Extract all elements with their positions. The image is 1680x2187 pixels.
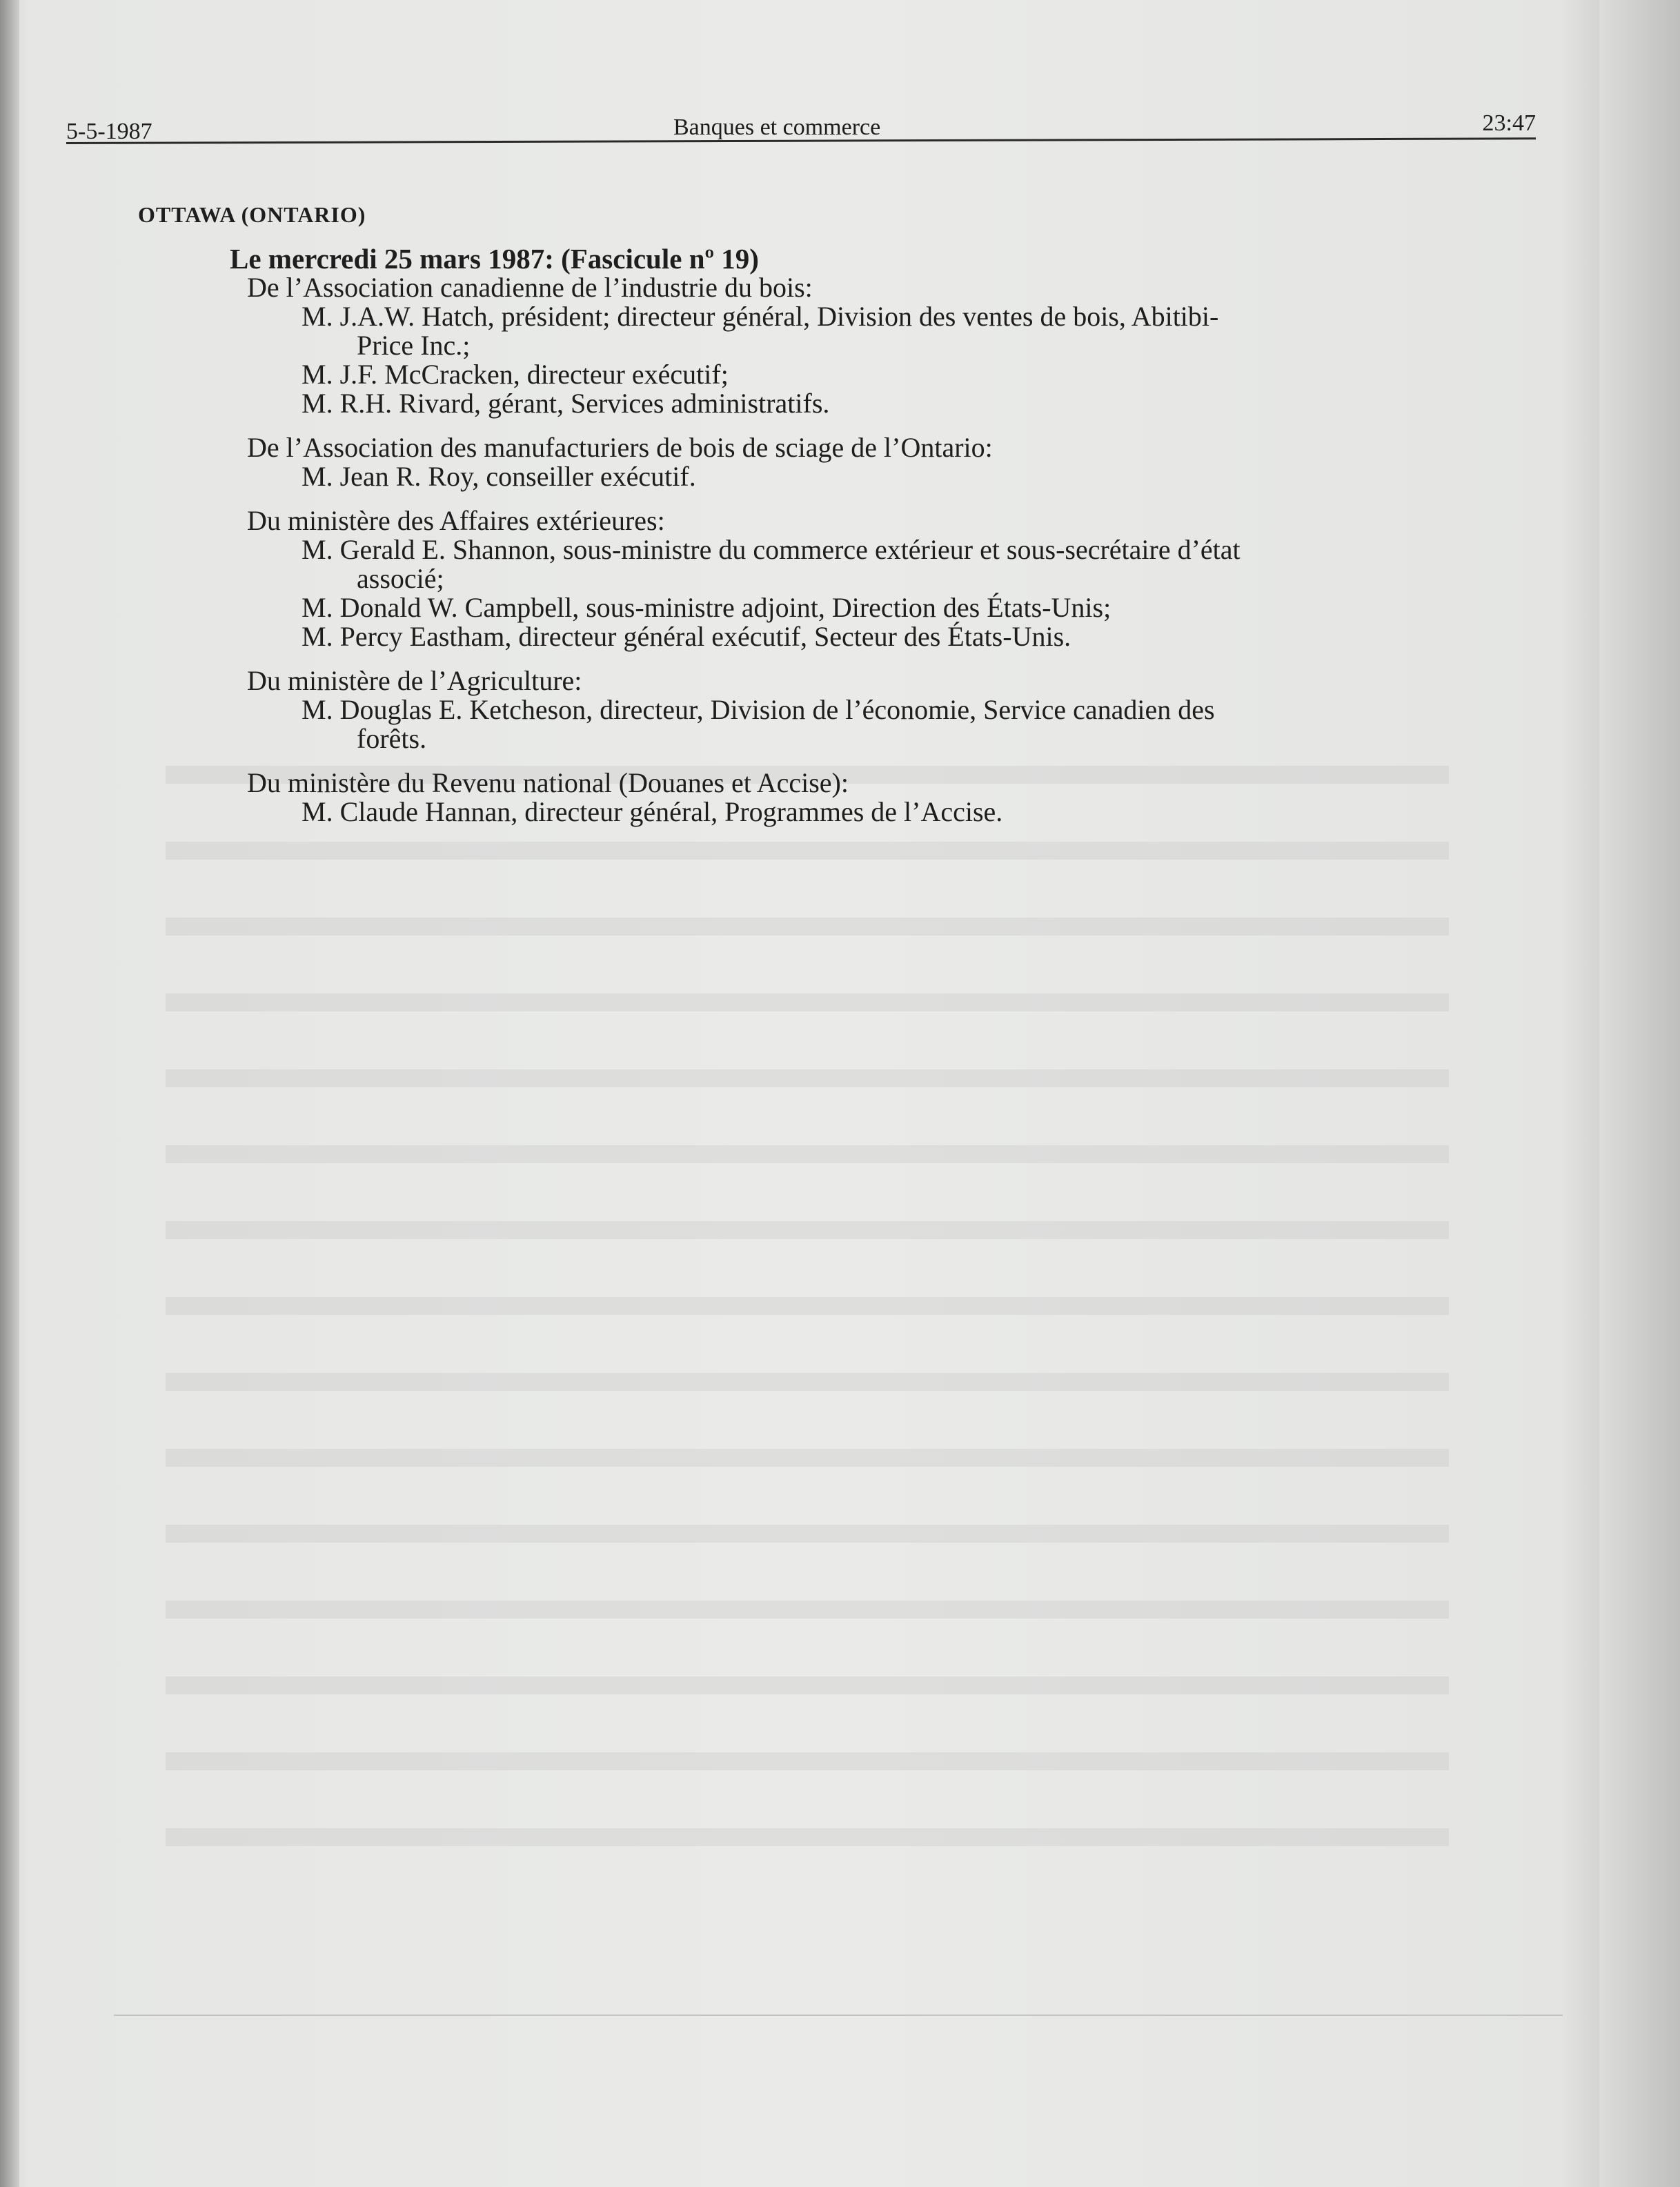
- witness-entry: [302, 462, 1490, 491]
- witness-line: M. Douglas E. Ketcheson, directeur, Division de l’économie, Service canadien des: [302, 694, 1215, 725]
- group-block: [138, 506, 1490, 651]
- witness-line: M. Gerald E. Shannon, sous-ministre du commerce extérieur et sous-secrétaire d’état: [302, 534, 1241, 565]
- header-title: Banques et commerce: [673, 115, 881, 140]
- organization-heading: Du ministère de l’Agriculture:: [247, 665, 582, 696]
- witness-line: M. Percy Eastham, directeur général exécutif, Secteur des États-Unis.: [302, 621, 1071, 652]
- witness-entry: [302, 360, 1490, 389]
- organization-heading: Du ministère des Affaires extérieures:: [247, 505, 665, 536]
- organization-heading: Du ministère du Revenu national (Douanes et Accise):: [247, 767, 849, 798]
- witness-line: M. Donald W. Campbell, sous-ministre adjoint, Direction des États-Unis;: [302, 592, 1111, 623]
- group-block: [138, 666, 1490, 753]
- group-block: [138, 433, 1490, 491]
- page-left-shadow: [0, 0, 19, 2187]
- witness-line: M. Jean R. Roy, conseiller exécutif.: [302, 461, 696, 492]
- header-date: 5-5-1987: [66, 119, 152, 144]
- location-heading: OTTAWA (ONTARIO): [138, 202, 366, 227]
- witness-entry: [302, 593, 1490, 622]
- bleed-through-texture: [166, 718, 1449, 1890]
- header-page-number: 23:47: [1482, 110, 1536, 136]
- organization-heading: De l’Association canadienne de l’industrie du bois:: [247, 272, 813, 303]
- witness-line-continuation: Price Inc.;: [357, 330, 471, 361]
- page-right-edge: [1599, 0, 1680, 2187]
- witness-line: M. J.F. McCracken, directeur exécutif;: [302, 359, 729, 390]
- group-block: [138, 769, 1490, 827]
- witness-line: M. Claude Hannan, directeur général, Programmes de l’Accise.: [302, 796, 1003, 827]
- witness-line-continuation: associé;: [357, 563, 444, 594]
- witness-line-continuation: forêts.: [357, 723, 427, 754]
- footer-rule: [114, 2015, 1563, 2016]
- witness-entry: [302, 302, 1490, 360]
- group-block: [138, 273, 1490, 418]
- witness-line: M. J.A.W. Hatch, président; directeur général, Division des ventes de bois, Abitibi-: [302, 301, 1219, 332]
- organization-heading: De l’Association des manufacturiers de bois de sciage de l’Ontario:: [247, 432, 993, 463]
- witness-entry: [302, 389, 1490, 418]
- witness-entry: [302, 535, 1490, 593]
- session-heading: Le mercredi 25 mars 1987: (Fascicule nº 19): [230, 243, 759, 275]
- witness-entry: [302, 695, 1490, 753]
- witness-list: [138, 200, 1490, 842]
- witness-line: M. R.H. Rivard, gérant, Services administratifs.: [302, 388, 830, 419]
- witness-entry: [302, 622, 1490, 651]
- witness-entry: [302, 798, 1490, 827]
